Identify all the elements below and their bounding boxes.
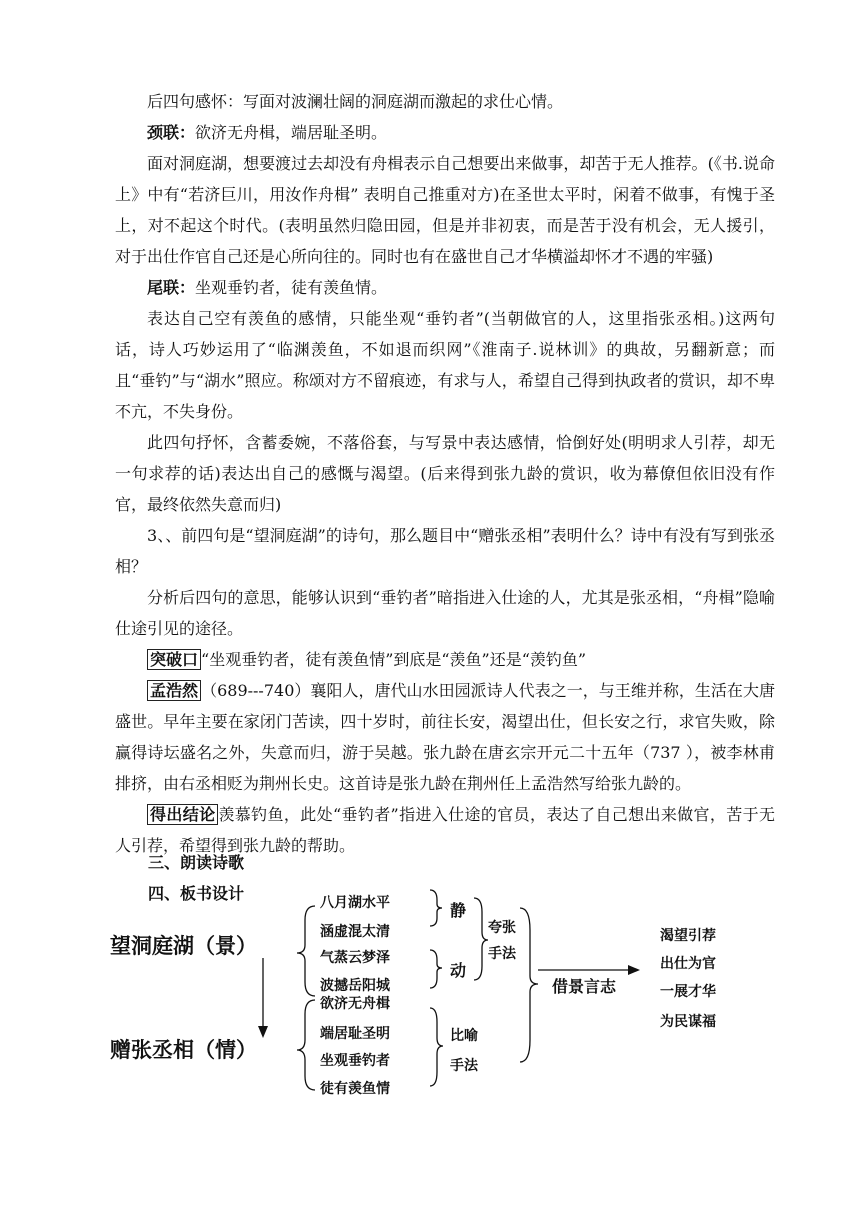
board-design-diagram xyxy=(100,880,780,1100)
heading-read-poem: 三、朗读诗歌 xyxy=(148,853,245,872)
diagram-title-scene: 望洞庭湖（景） xyxy=(110,934,257,958)
paragraph-jinglian: 颈联：欲济无舟楫，端居耻圣明。 xyxy=(147,123,388,142)
paragraph-analysis: 分析后四句的意思，能够认识到“垂钓者”暗指进入仕途的人，尤其是张丞相，“舟楫”隐喻仕途引见的途径。 xyxy=(115,588,775,638)
result-item: 为民谋福 xyxy=(660,1014,716,1030)
poem-line: 坐观垂钓者 xyxy=(320,1053,390,1069)
paragraph-weilian-explain: 表达自己空有羡鱼的感情，只能坐观“垂钓者”(当朝做官的人，这里指张丞相。)这两句话，诗人巧妙运用了“临渊羡鱼，不如退而织网”《淮南子.说林训》的典故，另翻新意；而且“垂钓”与“湖水”照应。称颂对方不留痕迹，有求与人，希望自己得到执政者的赏识，却不卑不亢，不失身份。 xyxy=(115,309,775,421)
label-jinglian: 颈联： xyxy=(147,123,196,142)
poem-line: 气蒸云梦泽 xyxy=(320,950,390,966)
paragraph-conclusion: 得出结论 羡慕钓鱼，此处“垂钓者”指进入仕途的官员，表达了自己想出来做官，苦于无人引荐，希望得到张九龄的帮助。 xyxy=(115,805,775,855)
arrow-down-icon xyxy=(258,1026,268,1038)
label-technique: 手法 xyxy=(488,946,516,962)
poem-line: 徒有羡鱼情 xyxy=(320,1081,390,1097)
paragraph-intro: 后四句感怀：写面对波澜壮阔的洞庭湖而激起的求仕心情。 xyxy=(147,92,564,111)
label-exaggeration: 夸张 xyxy=(488,920,516,936)
boxed-label-author: 孟浩然 xyxy=(147,680,201,701)
paragraph-author: 孟浩然 （689---740）襄阳人，唐代山水田园派诗人代表之一，与王维并称，生活在大唐盛世。早年主要在家闭门苦读，四十岁时，前往长安，渴望出仕，但长安之行，求官失败，除赢得诗坛盛名之外，失意而归，游于吴越。张九龄在唐玄宗开元二十五年（737 ），被李林甫排挤，由右丞相贬为荆州长史。这首诗是张九龄在荆州任上孟浩然写给张九龄的。 xyxy=(115,681,775,793)
label-express-ambition: 借景言志 xyxy=(552,977,617,996)
poem-line: 八月湖水平 xyxy=(320,895,390,911)
paragraph-breakthrough: 突破口 “坐观垂钓者，徒有羡鱼情”到底是“羡鱼”还是“羡钓鱼” xyxy=(115,644,775,675)
paragraph-jinglian-explain: 面对洞庭湖，想要渡过去却没有舟楫表示自己想要出来做事，却苦于无人推荐。(《书.说命上》中有“若济巨川，用汝作舟楫” 表明自己推重对方)在圣世太平时，闲着不做事，有愧于圣上，对不起这个时代。(表明虽然归隐田园，但是并非初衷，而是苦于没有机会，无人援引，对于出仕作官自己还是心所向往的。同时也有在盛世自己才华横溢却怀才不遇的牢骚) xyxy=(115,154,775,266)
poem-line: 涵虚混太清 xyxy=(320,924,390,940)
boxed-label-conclusion: 得出结论 xyxy=(147,804,218,825)
poem-line: 端居耻圣明 xyxy=(320,1026,390,1042)
label-metaphor: 比喻 xyxy=(450,1028,478,1044)
result-item: 渴望引荐 xyxy=(660,928,716,944)
result-item: 一展才华 xyxy=(660,984,716,1000)
paragraph-question-3: 3、、前四句是“望洞庭湖”的诗句，那么题目中“赠张丞相”表明什么？诗中有没有写到张丞相？ xyxy=(115,526,775,576)
result-item: 出仕为官 xyxy=(660,956,716,972)
diagram-title-emotion: 赠张丞相（情） xyxy=(110,1038,257,1062)
poem-line: 波撼岳阳城 xyxy=(320,978,390,994)
label-technique-2: 手法 xyxy=(450,1058,478,1074)
boxed-label-breakthrough: 突破口 xyxy=(147,649,201,670)
label-still: 静 xyxy=(450,901,467,920)
arrow-right-icon xyxy=(628,965,640,975)
label-weilian: 尾联： xyxy=(147,278,196,297)
paragraph-weilian: 尾联：坐观垂钓者，徒有羡鱼情。 xyxy=(147,278,388,297)
label-motion: 动 xyxy=(450,961,467,980)
poem-line: 欲济无舟楫 xyxy=(320,996,390,1012)
paragraph-summary: 此四句抒怀，含蓄委婉，不落俗套，与写景中表达感情，恰倒好处(明明求人引荐，却无一句求荐的话)表达出自己的感慨与渴望。(后来得到张九龄的赏识，收为幕僚但依旧没有作官，最终依然失意而归) xyxy=(115,433,775,514)
heading-board-design: 四、板书设计 xyxy=(148,884,245,903)
